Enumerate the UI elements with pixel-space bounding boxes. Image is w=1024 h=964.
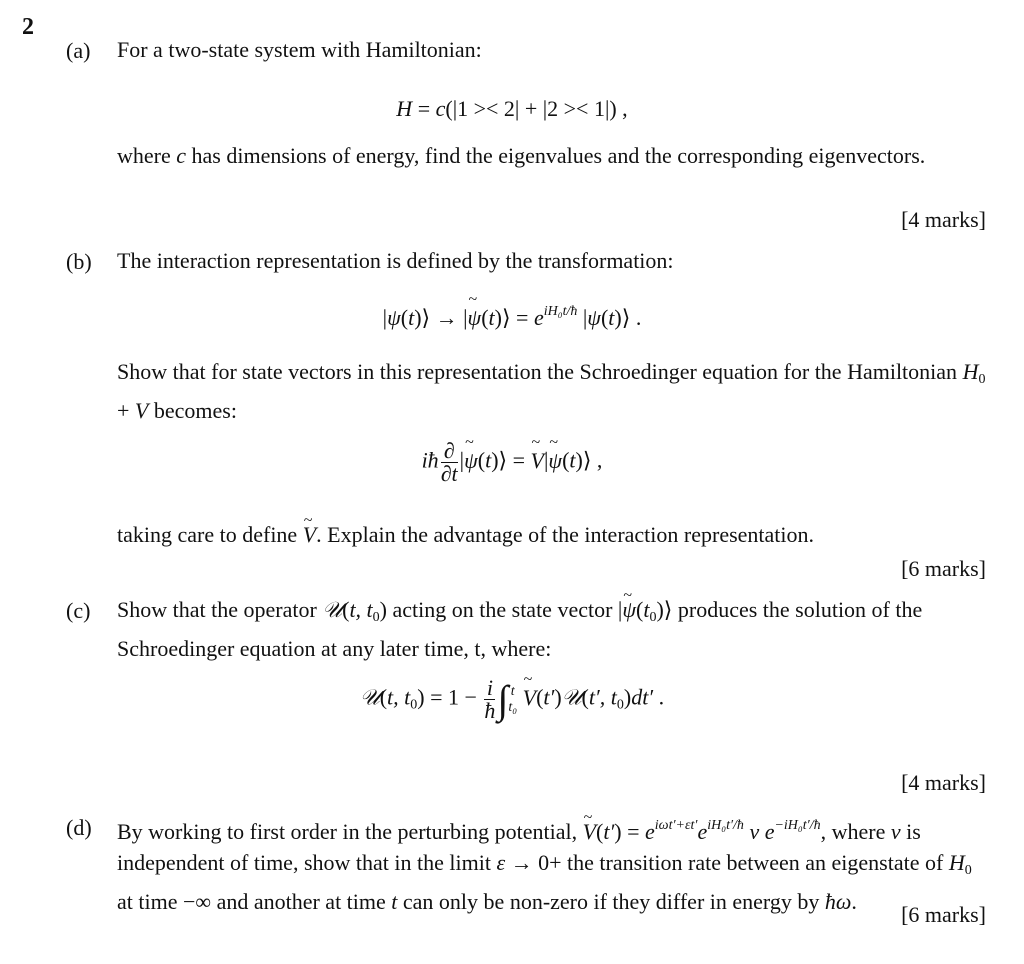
part-c-text: Show that the operator 𝒰(t, $t_0$) acting on the state vector |~ $\psi(t_0)⟩$ produces the solution of the Schroedinger equation at any later time, t, where: (117, 594, 987, 664)
part-d-marks: [6 marks] (901, 902, 986, 927)
part-d-label: (d) (66, 815, 92, 840)
part-b-intro: The interaction representation is defined by the transformation: (117, 248, 674, 273)
part-a-label: (a) (66, 38, 91, 63)
part-c-equation: 𝒰(t, $t_0) = 1$ − $\frac{i}{ħ}$ ∫ t t₀ ~ V(t′)𝒰(t′, $t_0)dt'$ . (0, 676, 1024, 723)
question-number: 2 (22, 14, 34, 40)
part-d-text: By working to first order in the perturbing potential, ~ $V(t') = e^{i\omega t'+\varepsilon t'}e^{iH_0t'/ħ}$ v $e^{-iH_0t'/ħ}$, where v is independent of time, show that in the limit ε → 0+ the transition rate between an eigenstate of $H_0$ at time −∞ and another at time t can only be non-zero if they differ in energy by ħω. (117, 810, 987, 917)
part-a-text: where c has dimensions of energy, find the eigenvalues and the corresponding eigenvectors. (117, 143, 926, 168)
part-c-marks: [4 marks] (901, 770, 986, 795)
part-b-text: Show that for state vectors in this representation the Schroedinger equation for the Hamiltonian $H_0 + V$ becomes: (117, 359, 986, 423)
part-b-equation: |ψ(t)⟩ → |~ ψ(t)⟩ = $e^{iH_0t/ħ}$ |ψ(t)⟩ . (0, 304, 1024, 331)
part-b-equation-2: iħ $\frac{\partial}{\partial t}$ |~ ψ(t)⟩ = ~ V|~ ψ(t)⟩ , (0, 440, 1024, 485)
part-b-label: (b) (66, 249, 92, 274)
part-a-marks: [4 marks] (901, 207, 986, 232)
part-b-text-2: taking care to define ~ V. Explain the advantage of the interaction representation. (117, 519, 987, 550)
part-a-intro: For a two-state system with Hamiltonian: (117, 37, 482, 62)
part-a-equation: H = c(|1 >< 2| + |2 >< 1|) , (396, 96, 628, 121)
part-b-marks: [6 marks] (901, 556, 986, 581)
part-c-label: (c) (66, 598, 91, 623)
